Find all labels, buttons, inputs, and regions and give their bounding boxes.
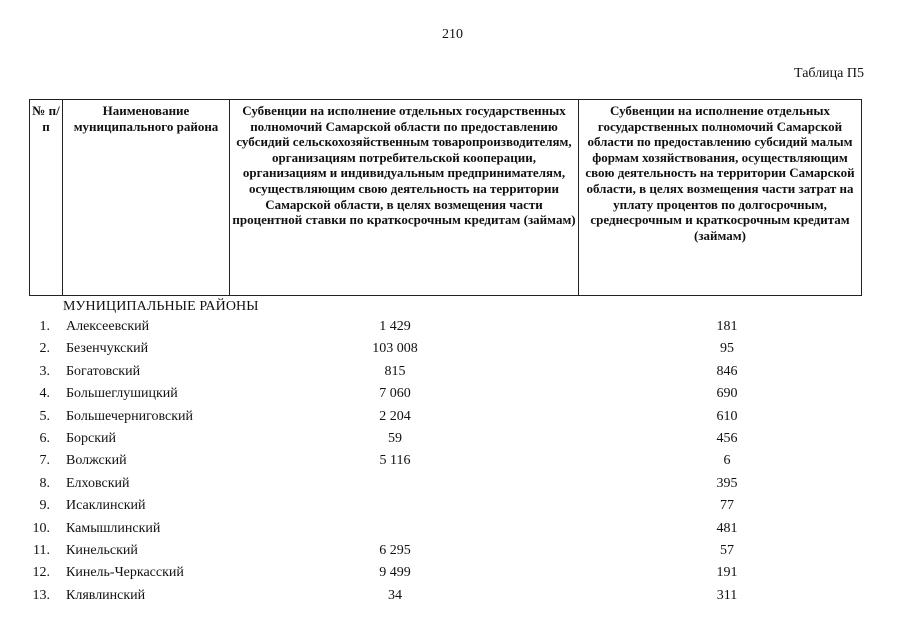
row-value-small-business: 311 — [716, 587, 738, 603]
row-value-small-business: 6 — [723, 453, 731, 469]
table-row — [0, 473, 905, 495]
row-number: 4. — [39, 386, 50, 402]
table-row — [0, 406, 905, 428]
table-row — [0, 585, 905, 607]
row-district-name: Безенчукский — [66, 341, 149, 357]
row-district-name: Борский — [66, 430, 117, 446]
row-district-name: Алексеевский — [66, 319, 150, 334]
row-number: 5. — [39, 408, 50, 424]
row-number: 7. — [39, 453, 50, 469]
row-number: 2. — [39, 341, 50, 357]
table-row — [0, 540, 905, 562]
row-value-agricultural: 34 — [388, 587, 402, 603]
row-number: 12. — [32, 565, 50, 581]
row-number: 1. — [39, 319, 50, 334]
page-number: 210 — [442, 27, 463, 42]
header-col-district-name: Наименование муниципального района — [63, 100, 230, 296]
table-row — [0, 562, 905, 584]
header-col-subvention-small-business: Субвенции на исполнение отдельных государственных полномочий Самарской области по предоставлению субсидий малым формам хозяйствования, осуществляющим свою деятельность на территории Самарской области, в целях возмещения части затрат на уплату процентов по долгосрочным, среднесрочным и краткосрочным кредитам (займам) — [579, 100, 862, 296]
row-number: 6. — [39, 430, 50, 446]
row-value-small-business: 191 — [716, 565, 738, 581]
row-value-small-business: 456 — [716, 430, 738, 446]
row-number: 10. — [32, 520, 50, 536]
table-label: Таблица П5 — [794, 66, 864, 81]
row-district-name: Большечерниговский — [66, 408, 194, 424]
row-value-small-business: 95 — [720, 341, 734, 357]
row-value-agricultural: 2 204 — [379, 408, 411, 424]
row-value-agricultural: 1 429 — [379, 319, 411, 334]
row-value-agricultural: 815 — [384, 363, 406, 379]
row-district-name: Волжский — [66, 453, 127, 469]
row-value-small-business: 395 — [716, 475, 738, 491]
row-value-small-business: 77 — [720, 498, 734, 514]
header-row — [30, 100, 862, 296]
row-district-name: Камышлинский — [66, 520, 161, 536]
table-row — [0, 338, 905, 360]
table-row — [0, 518, 905, 540]
row-district-name: Богатовский — [66, 363, 141, 379]
row-number: 3. — [39, 363, 50, 379]
row-value-agricultural: 7 060 — [379, 386, 411, 402]
row-district-name: Кинельский — [66, 542, 138, 558]
row-district-name: Кинель-Черкасский — [66, 565, 184, 581]
row-value-small-business: 57 — [720, 542, 734, 558]
row-value-agricultural: 9 499 — [379, 565, 411, 581]
row-value-agricultural: 6 295 — [379, 542, 411, 558]
row-value-small-business: 846 — [716, 363, 738, 379]
row-district-name: Исаклинский — [66, 498, 146, 514]
row-value-agricultural: 59 — [388, 430, 402, 446]
section-title: МУНИЦИПАЛЬНЫЕ РАЙОНЫ — [63, 299, 259, 314]
table-row — [0, 450, 905, 472]
row-number: 11. — [33, 542, 50, 558]
row-value-small-business: 481 — [716, 520, 738, 536]
row-district-name: Большеглушицкий — [66, 386, 178, 402]
table-header — [29, 99, 862, 296]
row-value-small-business: 181 — [716, 319, 738, 334]
row-value-small-business: 610 — [716, 408, 738, 424]
row-district-name: Клявлинский — [66, 587, 146, 603]
row-value-small-business: 690 — [716, 386, 738, 402]
header-col-subvention-agricultural: Субвенции на исполнение отдельных государственных полномочий Самарской области по предоставлению субсидий сельскохозяйственным товаропроизводителям, организациям потребительской кооперации, организациям и индивидуальным предпринимателям, осуществляющим свою деятельность на территории Самарской области, в целях возмещения части процентной ставки по краткосрочным кредитам (займам) — [230, 100, 579, 296]
table-body — [0, 316, 905, 607]
table-row — [0, 383, 905, 405]
row-number: 8. — [39, 475, 50, 491]
table-row — [0, 316, 905, 338]
row-district-name: Елховский — [66, 475, 130, 491]
row-value-agricultural: 5 116 — [379, 453, 411, 469]
table-row — [0, 428, 905, 450]
row-number: 13. — [32, 587, 50, 603]
header-col-number: № п/п — [30, 100, 63, 296]
row-value-agricultural: 103 008 — [372, 341, 418, 357]
row-number: 9. — [39, 498, 50, 514]
table-row — [0, 495, 905, 517]
table-row — [0, 361, 905, 383]
